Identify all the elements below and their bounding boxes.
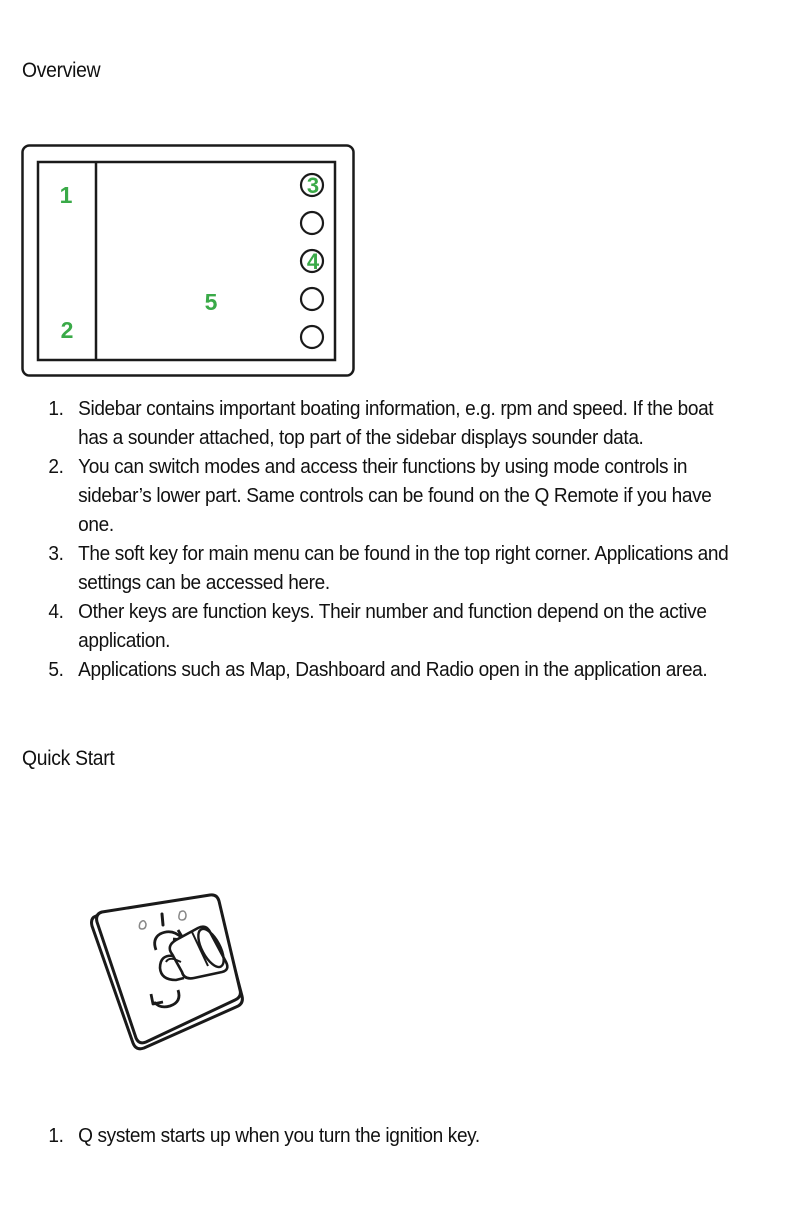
list-number: 4. xyxy=(48,600,64,623)
quick-start-heading: Quick Start xyxy=(22,747,115,770)
list-text: You can switch modes and access their functions by using mode controls in sidebar’s lower part. Same controls can be found on the Q Remote if you have one. xyxy=(78,455,712,536)
screen-frame xyxy=(38,162,335,360)
list-number: 3. xyxy=(48,542,64,565)
label-sidebar-top: 1 xyxy=(59,182,73,208)
overview-heading: Overview xyxy=(22,59,101,82)
list-number: 1. xyxy=(48,397,64,420)
display-layout-diagram xyxy=(20,143,358,379)
list-text: Other keys are function keys. Their number and function depend on the active application. xyxy=(78,600,707,652)
soft-key-2 xyxy=(301,212,323,234)
overview-list xyxy=(0,394,800,684)
label-main-menu-key: 3 xyxy=(306,173,320,198)
list-item xyxy=(0,452,744,539)
label-application-area: 5 xyxy=(204,289,218,315)
list-text: Sidebar contains important boating information, e.g. rpm and speed. If the boat has a sounder attached, top part of the sidebar displays sounder data. xyxy=(78,397,714,449)
list-item xyxy=(0,539,744,597)
list-text: Q system starts up when you turn the ignition key. xyxy=(78,1124,480,1147)
soft-key-4 xyxy=(301,288,323,310)
list-item xyxy=(0,597,744,655)
list-item xyxy=(0,394,744,452)
list-number: 1. xyxy=(48,1124,64,1147)
label-sidebar-bottom: 2 xyxy=(60,317,74,343)
list-text: The soft key for main menu can be found in the top right corner. Applications and settings can be accessed here. xyxy=(78,542,729,594)
list-item xyxy=(0,655,744,684)
list-number: 2. xyxy=(48,455,64,478)
soft-key-5 xyxy=(301,326,323,348)
list-number: 5. xyxy=(48,658,64,681)
label-function-key: 4 xyxy=(306,249,320,274)
ignition-key-icon xyxy=(86,892,246,1054)
list-item xyxy=(0,1121,744,1150)
quick-start-list xyxy=(0,1121,800,1150)
list-text: Applications such as Map, Dashboard and Radio open in the application area. xyxy=(78,658,708,681)
